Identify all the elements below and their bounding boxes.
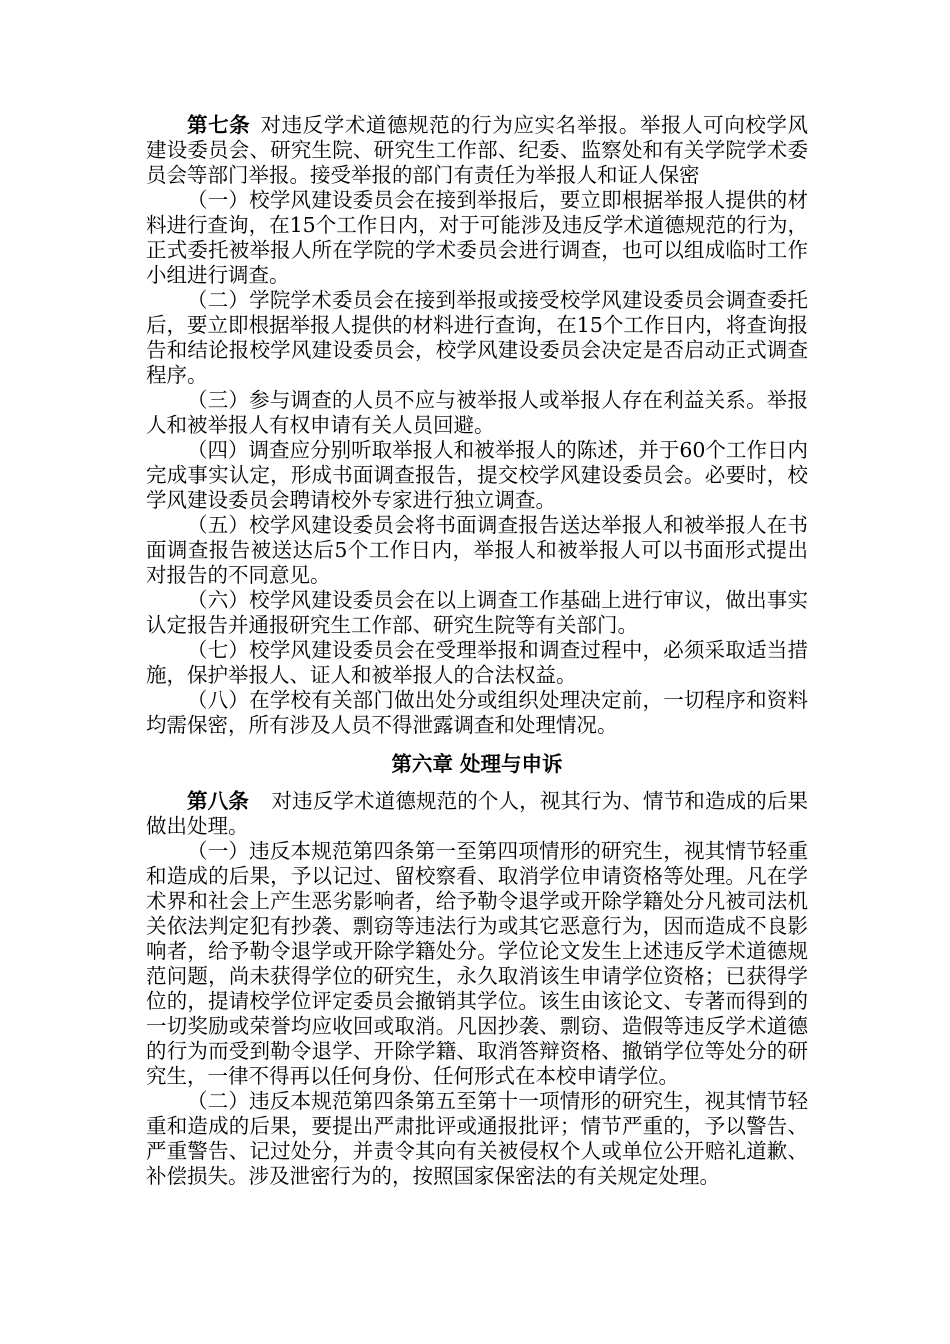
article-7-item-3: （三）参与调查的人员不应与被举报人或举报人存在利益关系。举报人和被举报人有权申请有关人员回避。 bbox=[146, 388, 808, 437]
article-7-item-1: （一）校学风建设委员会在接到举报后，要立即根据举报人提供的材料进行查询，在15个工作日内，对于可能涉及违反学术道德规范的行为，正式委托被举报人所在学院的学术委员会进行调查，也可以组成临时工作小组进行调查。 bbox=[146, 188, 808, 287]
article-8-label: 第八条 bbox=[187, 789, 249, 813]
article-7-item-5: （五）校学风建设委员会将书面调查报告送达举报人和被举报人在书面调查报告被送达后5个工作日内，举报人和被举报人可以书面形式提出对报告的不同意见。 bbox=[146, 513, 808, 587]
document-page bbox=[146, 113, 808, 1189]
article-7-item-8: （八）在学校有关部门做出处分或组织处理决定前，一切程序和资料均需保密，所有涉及人员不得泄露调查和处理情况。 bbox=[146, 688, 808, 737]
article-7-intro bbox=[146, 113, 808, 188]
article-8-item-2: （二）违反本规范第四条第五至第十一项情形的研究生，视其情节轻重和造成的后果，要提出严肃批评或通报批评；情节严重的，予以警告、严重警告、记过处分，并责令其向有关被侵权个人或单位公开赔礼道歉、补偿损失。涉及泄密行为的，按照国家保密法的有关规定处理。 bbox=[146, 1089, 808, 1188]
article-8-item-1: （一）违反本规范第四条第一至第四项情形的研究生，视其情节轻重和造成的后果，予以记过、留校察看、取消学位申请资格等处理。凡在学术界和社会上产生恶劣影响者，给予勒令退学或开除学籍处分凡被司法机关依法判定犯有抄袭、剽窃等违法行为或其它恶意行为，因而造成不良影响者，给予勒令退学或开除学籍处分。学位论文发生上述违反学术道德规范问题，尚未获得学位的研究生，永久取消该生申请学位资格；已获得学位的，提请校学位评定委员会撤销其学位。该生由该论文、专著而得到的一切奖励或荣誉均应收回或取消。凡因抄袭、剽窃、造假等违反学术道德的行为而受到勒令退学、开除学籍、取消答辩资格、撤销学位等处分的研究生，一律不得再以任何身份、任何形式在本校申请学位。 bbox=[146, 839, 808, 1088]
article-7-item-7: （七）校学风建设委员会在受理举报和调查过程中，必须采取适当措施，保护举报人、证人和被举报人的合法权益。 bbox=[146, 638, 808, 687]
article-7-item-6: （六）校学风建设委员会在以上调查工作基础上进行审议，做出事实认定报告并通报研究生工作部、研究生院等有关部门。 bbox=[146, 588, 808, 637]
article-7-text: 对违反学术道德规范的行为应实名举报。举报人可向校学风建设委员会、研究生院、研究生工作部、纪委、监察处和有关学院学术委员会等部门举报。接受举报的部门有责任为举报人和证人保密 bbox=[146, 113, 809, 187]
article-7-label: 第七条 bbox=[187, 113, 251, 137]
article-7-item-4: （四）调查应分别听取举报人和被举报人的陈述，并于60个工作日内完成事实认定，形成书面调查报告，提交校学风建设委员会。必要时，校学风建设委员会聘请校外专家进行独立调查。 bbox=[146, 438, 808, 512]
article-8-text: 对违反学术道德规范的个人，视其行为、情节和造成的后果做出处理。 bbox=[146, 789, 809, 838]
chapter-6-heading: 第六章 处理与申诉 bbox=[391, 752, 563, 776]
article-8-intro bbox=[146, 789, 808, 839]
article-7-item-2: （二）学院学术委员会在接到举报或接受校学风建设委员会调查委托后，要立即根据举报人提供的材料进行查询，在15个工作日内，将查询报告和结论报校学风建设委员会，校学风建设委员会决定是否启动正式调查程序。 bbox=[146, 288, 808, 387]
